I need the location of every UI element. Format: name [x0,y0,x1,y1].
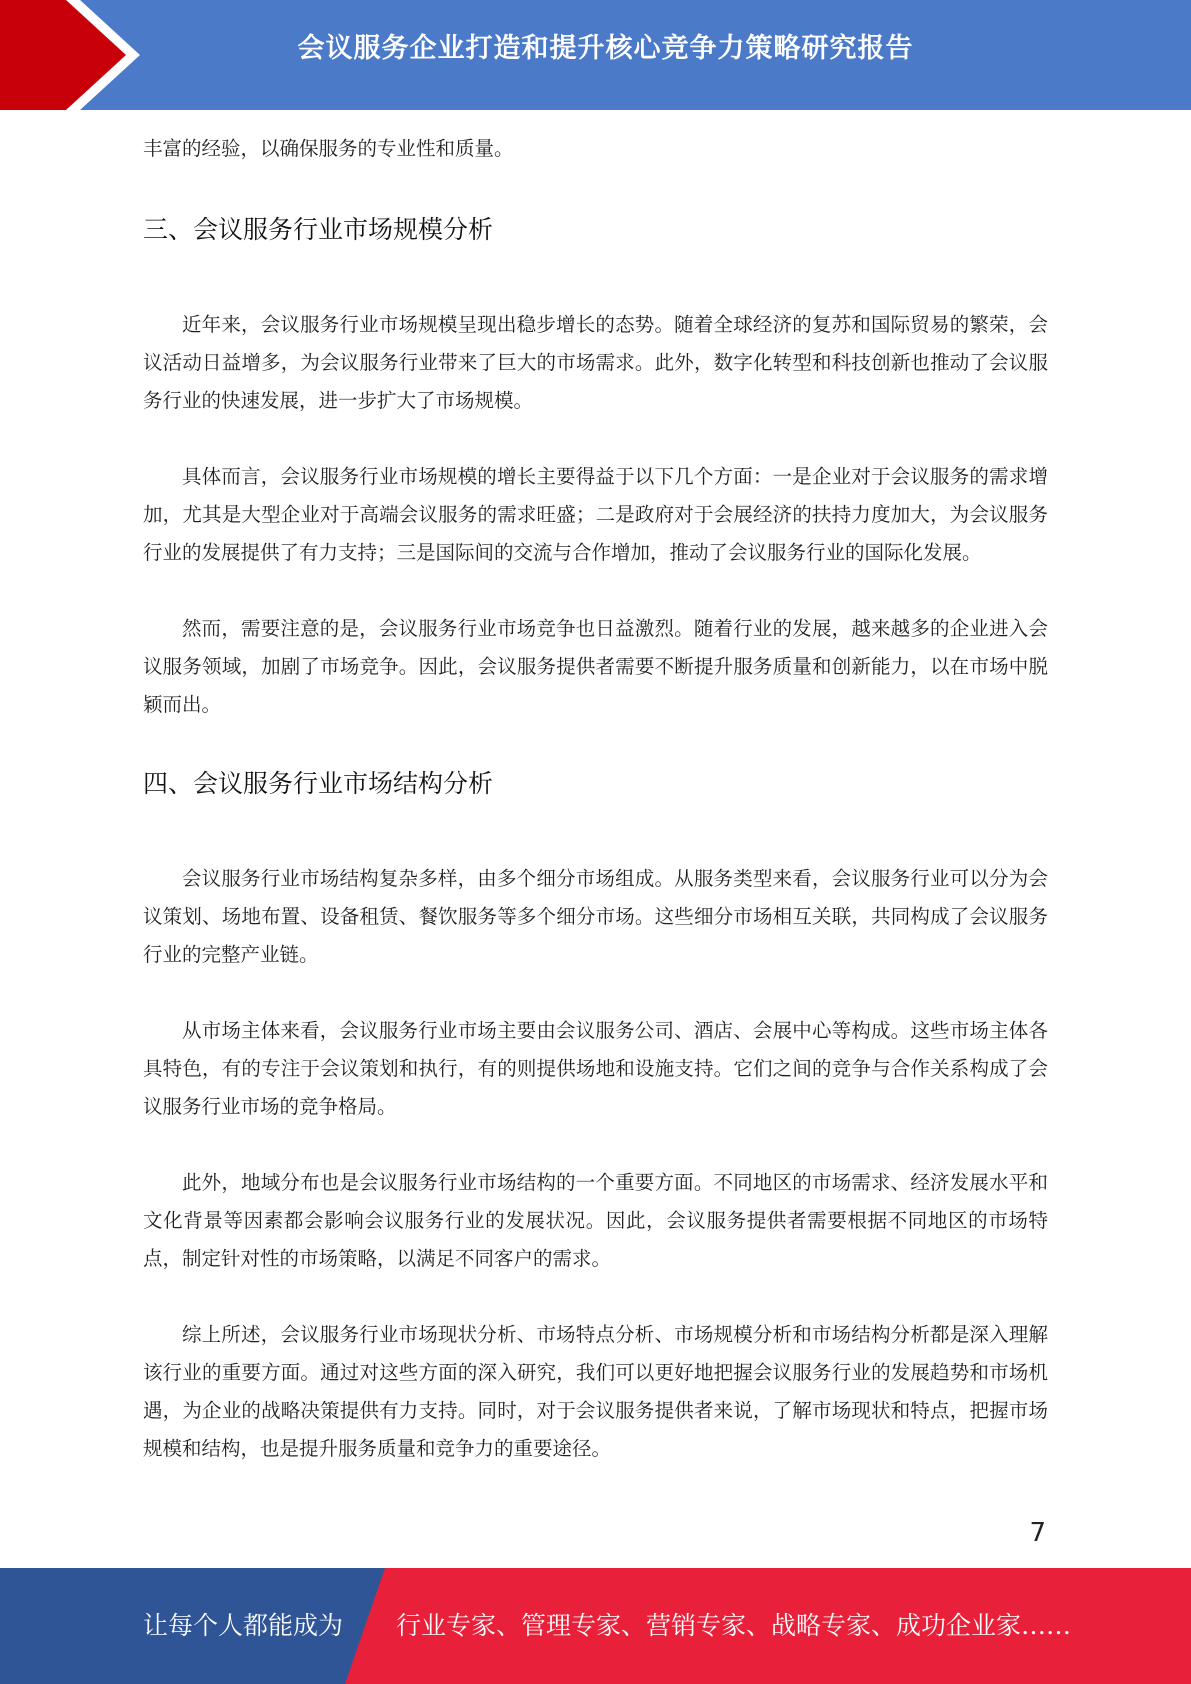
section-4-heading: 四、会议服务行业市场结构分析 [143,769,494,798]
section-3-paragraph-2: 具体而言，会议服务行业市场规模的增长主要得益于以下几个方面：一是企业对于会议服务的需求增加，尤其是大型企业对于高端会议服务的需求旺盛；二是政府对于会展经济的扶持力度加大，为会议服务行业的发展提供了有力支持；三是国际间的交流与合作增加，推动了会议服务行业的国际化发展。 [143,465,1048,564]
page-footer [0,1568,1191,1684]
section-3-paragraph-1: 近年来，会议服务行业市场规模呈现出稳步增长的态势。随着全球经济的复苏和国际贸易的繁荣，会议活动日益增多，为会议服务行业带来了巨大的市场需求。此外，数字化转型和科技创新也推动了会议服务行业的快速发展，进一步扩大了市场规模。 [143,313,1048,412]
section-4-paragraph-3: 此外，地域分布也是会议服务行业市场结构的一个重要方面。不同地区的市场需求、经济发展水平和文化背景等因素都会影响会议服务行业的发展状况。因此，会议服务提供者需要根据不同地区的市场特点，制定针对性的市场策略，以满足不同客户的需求。 [143,1171,1048,1270]
section-3-heading: 三、会议服务行业市场规模分析 [143,215,494,244]
intro-tail-paragraph: 丰富的经验，以确保服务的专业性和质量。 [143,137,514,160]
footer-slogan-left: 让每个人都能成为 [143,1611,344,1640]
section-4-paragraph-1: 会议服务行业市场结构复杂多样，由多个细分市场组成。从服务类型来看，会议服务行业可以分为会议策划、场地布置、设备租赁、餐饮服务等多个细分市场。这些细分市场相互关联，共同构成了会议服务行业的完整产业链。 [143,867,1048,966]
section-3-paragraph-3: 然而，需要注意的是，会议服务行业市场竞争也日益激烈。随着行业的发展，越来越多的企业进入会议服务领域，加剧了市场竞争。因此，会议服务提供者需要不断提升服务质量和创新能力，以在市场中脱颖而出。 [143,617,1048,716]
document-body [143,130,1048,1468]
header-title: 会议服务企业打造和提升核心竞争力策略研究报告 [297,33,914,64]
section-4-paragraph-2: 从市场主体来看，会议服务行业市场主要由会议服务公司、酒店、会展中心等构成。这些市场主体各具特色，有的专注于会议策划和执行，有的则提供场地和设施支持。它们之间的竞争与合作关系构成了会议服务行业市场的竞争格局。 [143,1019,1048,1118]
section-4-paragraph-4: 综上所述，会议服务行业市场现状分析、市场特点分析、市场规模分析和市场结构分析都是深入理解该行业的重要方面。通过对这些方面的深入研究，我们可以更好地把握会议服务行业的发展趋势和市场机遇，为企业的战略决策提供有力支持。同时，对于会议服务提供者来说，了解市场现状和特点，把握市场规模和结构，也是提升服务质量和竞争力的重要途径。 [143,1323,1048,1460]
footer-slogan-right: 行业专家、管理专家、营销专家、战略专家、成功企业家…… [396,1611,1072,1640]
page-header [0,0,1191,110]
page-number: 7 [1029,1518,1046,1548]
